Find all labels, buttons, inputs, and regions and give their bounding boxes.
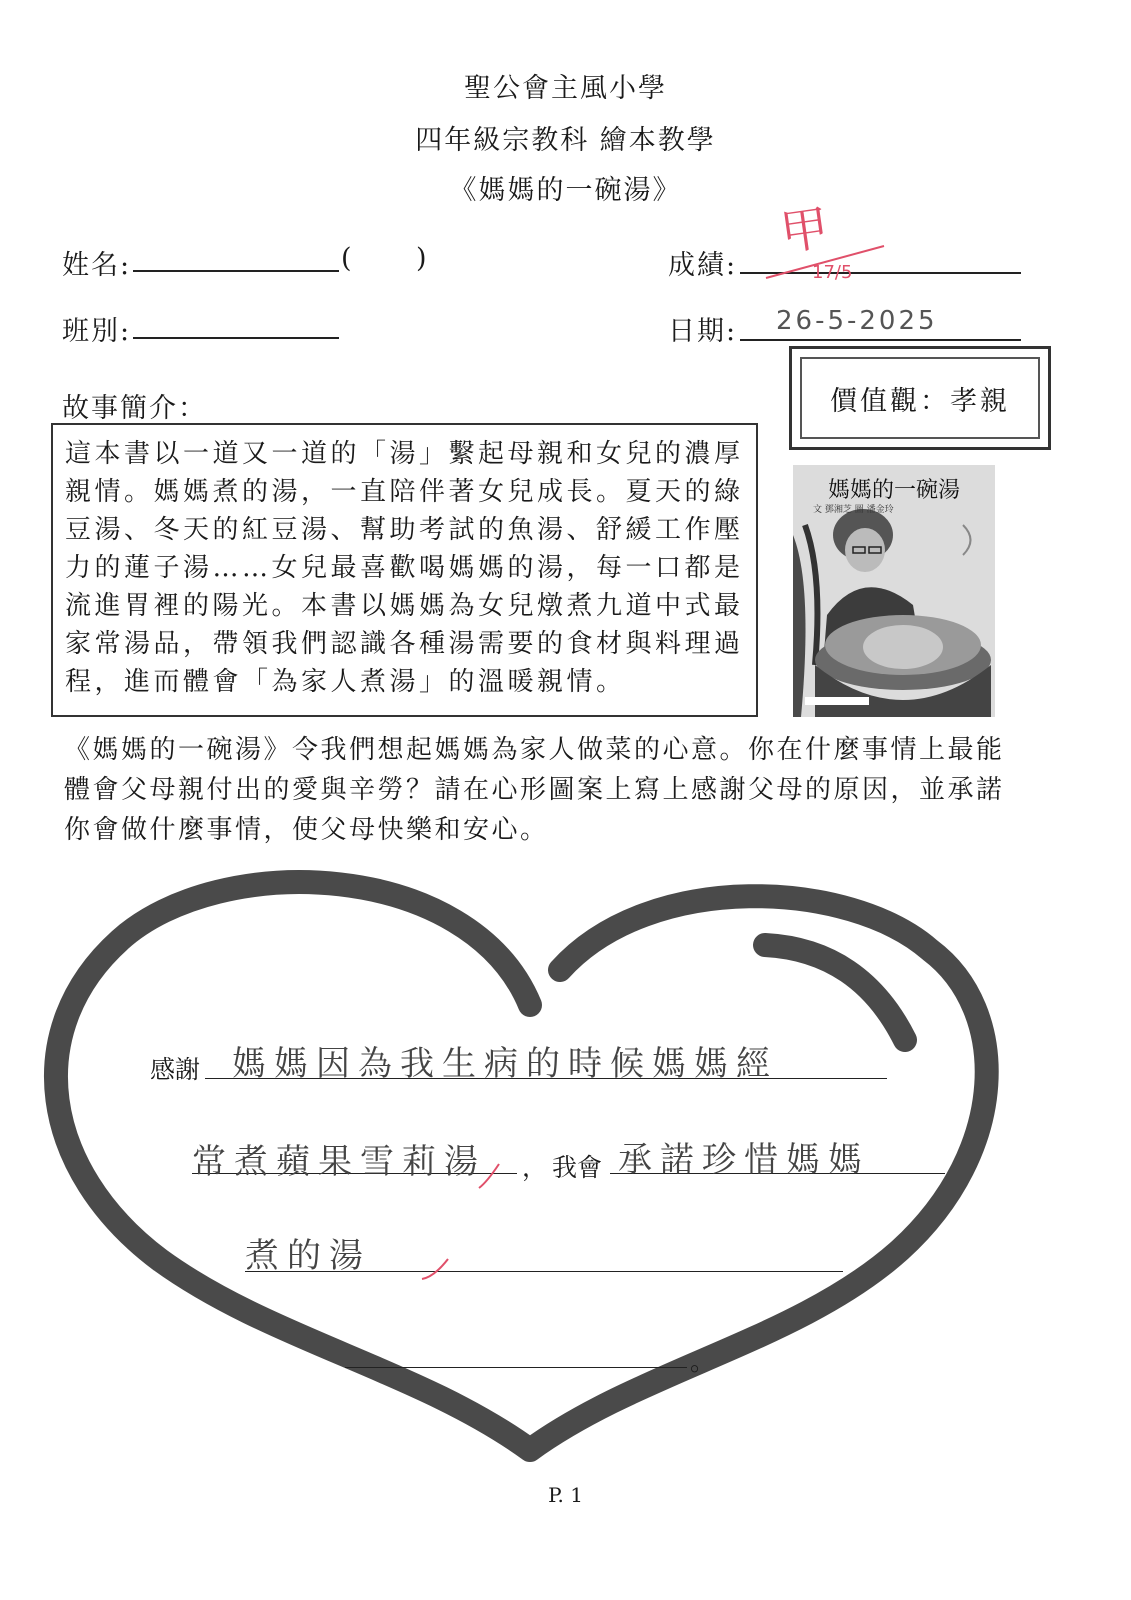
answer-line-4[interactable] xyxy=(345,1367,687,1368)
summary-line: 程，進而體會「為家人煮湯」的溫暖親情。 xyxy=(65,667,626,697)
school-name: 聖公會主風小學 xyxy=(464,73,667,104)
summary-heading: 故事簡介： xyxy=(62,393,207,424)
date-value: 26-5-2025 xyxy=(776,306,938,336)
promise-label: 我會 xyxy=(552,1153,603,1182)
end-mark: 。 xyxy=(690,1347,716,1376)
promise-text: 承諾珍惜媽媽 xyxy=(618,1140,870,1180)
summary-line: 家常湯品，帶領我們認識各種湯需要的食材與料理過 xyxy=(65,629,744,659)
summary-line: 親情。媽媽煮的湯，一直陪伴著女兒成長。夏天的綠 xyxy=(65,477,744,507)
date-field[interactable] xyxy=(740,339,1021,341)
summary-line: 這本書以一道又一道的「湯」繫起母親和女兒的濃厚 xyxy=(65,439,744,469)
date-label: 日期: xyxy=(668,316,738,347)
subject-title: 四年級宗教科 繪本教學 xyxy=(415,125,716,156)
comma-mark: ， xyxy=(522,1153,548,1182)
grade-score: 17/5 xyxy=(812,262,853,283)
summary-line: 流進胃裡的陽光。本書以媽媽為女兒燉煮九道中式最 xyxy=(65,591,744,621)
value-box xyxy=(789,346,1051,450)
question-line: 《媽媽的一碗湯》令我們想起媽媽為家人做菜的心意。你在什麼事情上最能 xyxy=(64,735,1005,765)
question-line: 體會父母親付出的愛與辛勞？請在心形圖案上寫上感謝父母的原因，並承諾 xyxy=(64,775,1005,805)
answer-text-3: 煮的湯 xyxy=(245,1236,371,1276)
page-number: P. 1 xyxy=(548,1483,583,1507)
class-number-close: ) xyxy=(416,243,429,274)
class-label: 班別: xyxy=(62,316,132,347)
question-prompt xyxy=(64,730,1044,850)
name-label: 姓名: xyxy=(62,250,132,281)
summary-line: 力的蓮子湯……女兒最喜歡喝媽媽的湯，每一口都是 xyxy=(65,553,744,583)
book-cover-title: 媽媽的一碗湯 xyxy=(827,478,960,503)
answer-text-2: 常煮蘋果雪莉湯 xyxy=(192,1142,486,1182)
grade-slash-mark xyxy=(760,240,890,280)
grade-mark: 甲 xyxy=(776,199,833,263)
tick-mark xyxy=(475,1160,505,1192)
class-number-open: ( xyxy=(341,243,354,274)
thanks-label: 感謝 xyxy=(150,1055,201,1084)
book-cover-image xyxy=(793,465,995,717)
tick-mark xyxy=(418,1253,452,1283)
class-field[interactable] xyxy=(133,337,339,339)
answer-text-1: 媽媽因為我生病的時候媽媽經 xyxy=(232,1044,778,1084)
grade-label: 成績: xyxy=(668,250,738,281)
value-label: 價值觀：孝親 xyxy=(830,385,1010,417)
book-cover-credits: 文 鄧湘芝 圖 潘金玲 xyxy=(813,505,894,515)
worksheet-title: 《媽媽的一碗湯》 xyxy=(449,175,682,206)
name-field[interactable] xyxy=(133,270,339,272)
summary-line: 豆湯、冬天的紅豆湯、幫助考試的魚湯、舒緩工作壓 xyxy=(65,515,744,545)
question-line: 你會做什麼事情，使父母快樂和安心。 xyxy=(64,815,549,845)
summary-box xyxy=(51,423,758,717)
